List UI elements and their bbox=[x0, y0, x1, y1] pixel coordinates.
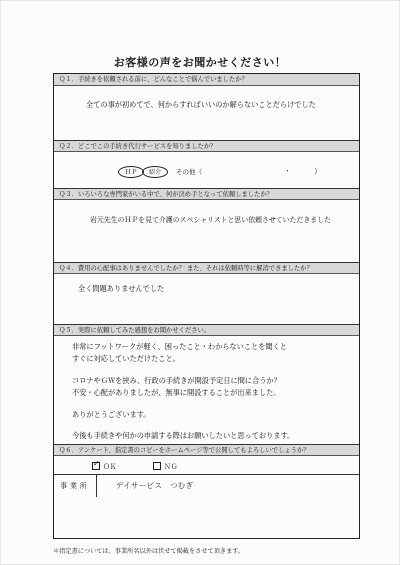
q6-options bbox=[54, 456, 359, 474]
option-other-label: その他（ bbox=[176, 168, 202, 176]
ok-checkbox[interactable] bbox=[92, 462, 100, 470]
q6-header: Ｑ６．アンケート、指定書のコピーをホームページ等で公開してもよろしいでしょうか？ bbox=[54, 444, 359, 456]
other-close-paren: ） bbox=[314, 167, 322, 176]
business-label: 事業所 bbox=[54, 475, 97, 497]
q2-header: Ｑ２．どこでこの手続き代行サービスを知りましたか？ bbox=[54, 140, 359, 152]
q4-answer: 全く問題ありませんでした bbox=[78, 284, 165, 293]
q5-line-2: すぐに対応していただけたこと。 bbox=[72, 354, 180, 363]
q5-line-1: 非常にフットワークが軽く、困ったこと・わからないことを聞くと bbox=[72, 342, 287, 351]
q5-line-4: 不安・心配がありましたが、無事に開設することが出来ました。 bbox=[72, 388, 281, 397]
option-ng[interactable] bbox=[153, 461, 178, 471]
option-referral[interactable]: 紹介 bbox=[142, 166, 168, 178]
ng-label: ＮＧ bbox=[164, 463, 178, 471]
q3-answer: 岩元先生のＨＰを見て介護のスペシャリストと思い依頼させていただきました bbox=[90, 216, 331, 224]
ng-checkbox[interactable] bbox=[153, 462, 161, 470]
q5-line-6: 今後も手続きや何かの申請する際はお願いしたいと思っております。 bbox=[72, 431, 295, 440]
q3-header: Ｑ３．いろいろな専門家がいる中で、何が決め手となって依頼しましたか？ bbox=[54, 188, 359, 200]
q5-header: Ｑ５．実際に依頼してみた感想をお聞かせください。 bbox=[54, 324, 359, 336]
ok-label: ＯＫ bbox=[103, 463, 117, 471]
page-title: お客様の声をお聞かせください！ bbox=[113, 56, 287, 69]
q2-options bbox=[118, 166, 398, 180]
business-name: デイサービス つむぎ bbox=[116, 481, 194, 490]
business-row bbox=[54, 474, 359, 497]
q1-header: Ｑ１．手続きを依頼される前に、どんなことで悩んでいましたか？ bbox=[54, 74, 359, 86]
option-ok[interactable] bbox=[92, 461, 117, 471]
other-dot: ・ bbox=[284, 167, 291, 175]
footnote: ＊指定書については、事業所名以外は伏せて掲載をさせて頂きます。 bbox=[53, 548, 245, 555]
q5-line-3: コロナやＧＷを挟み、行政の手続きが開設予定日に間に合うか？ bbox=[72, 376, 281, 385]
q5-line-5: ありがとうございます。 bbox=[72, 410, 151, 419]
q4-header: Ｑ４．費用の心配事はありませんでしたか？ また、それは依頼時等に解消できましたか？ bbox=[54, 262, 359, 274]
survey-form bbox=[53, 73, 360, 539]
option-hp[interactable]: ＨＰ bbox=[118, 166, 144, 178]
q1-answer: 全ての事が初めてで、何からすればいいのか解らないことだらけでした bbox=[86, 100, 316, 109]
